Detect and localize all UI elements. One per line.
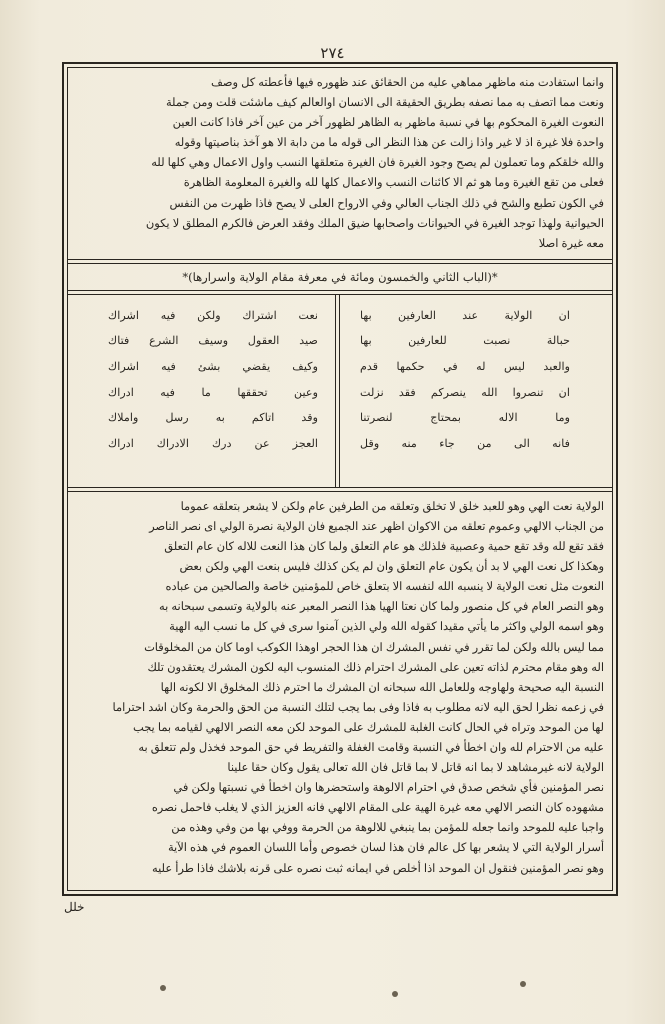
top-paragraph [68, 68, 612, 253]
poem-verse: وقد اتاكم به رسل واملاك [108, 411, 318, 425]
text-line: من الجناب الالهي وعموم تعلقه من الاكوان اظهر عند الجميع فان الولاية نصرة الولي اى نصر الناصر [149, 518, 604, 533]
section-rule [68, 487, 612, 492]
text-line: وهكذا كل نعت الهي لا بد أن يكون عام التعلق وان لم يكن كذلك فليس بنعت الهي ولكن بعض [179, 559, 604, 574]
poem-verse: حبالة نصبت للعارفين بها [360, 334, 570, 348]
poem-verse: وكيف يقضي بشئ فيه اشراك [108, 360, 318, 374]
speck-mark [520, 981, 526, 987]
text-line: نصر المؤمنين فأي شخص صدق في احترام الالوهة واستحضرها وان اخطأ في نسبتها ولكن في [173, 780, 604, 795]
poem-verse: العجز عن درك الادراك ادراك [108, 436, 318, 450]
text-line: وهو نصر المؤمنين فنقول ان الموحد اذا أخلص في ايمانه ثبت نصره على قرنه بلاشك فاذا طرأ عليه [152, 860, 604, 875]
speck-mark [160, 985, 166, 991]
text-line: لها من الموحد وتراه في الحال كانت الغلبة للمشرك على الموحد لكن معه النصر الالهي لقيامه بما يجب [133, 719, 604, 734]
text-line: النعوت مثل نعت الولاية لا ينسبه الله لنفسه الا بتعلق خاص للمؤمنين خاصة والصالحين من عباده [165, 579, 604, 594]
poem-verse: وعين تحققها ما فيه ادراك [108, 385, 318, 399]
poem-verse: نعت اشتراك ولكن فيه اشراك [108, 308, 318, 322]
text-line: النسبة اليه صحيحة ولهاوجه وللعامل الله سبحانه ان المشرك ما احترم ذلك المخلوق الا لكونه الها [160, 679, 604, 694]
text-line: الولاية نعت الهي وهو للعبد خلق لا تخلق وتعلقه من الطرفين عام ولكن لا يشعر بتعلقه عموما [180, 498, 604, 513]
text-line: ونعت مما اتصف به مما نصفه بطريق الحقيقة الى الانسان اوالعالم كيف ماشئت قلت ومن جملة [165, 95, 604, 110]
page-number: ٢٧٤ [320, 44, 345, 62]
text-line: عليه من الاحترام لله وان اخطأ في النسبة وقامت الغفلة والتفريط في حق الموحد فخذل ولم تتعلق به [138, 739, 604, 754]
paper-specks [0, 985, 665, 1005]
text-line: وانما استفادت منه ماظهر مماهي عليه من الحقائق عند ظهوره فيها فأعطته كل وصف [211, 75, 604, 89]
text-line: والله خلقكم وما تعملون لم يصح وجود الغيرة فان الغيرة متعلقها النسب واول الاعمال وهي كلها لله [151, 155, 604, 170]
poem-verse: والعبد ليس له في حكمها قدم [360, 360, 570, 374]
text-line: وهو اسمه الولي واكثر ما يأتي مقيدا كقوله الله ولي الذين آمنوا سرى في كل ما نسب اليه الهية [169, 619, 604, 634]
poem-verse: فانه الى من جاء منه وقل [360, 436, 570, 450]
speck-mark [392, 991, 398, 997]
text-line: معه غيرة اصلا [538, 235, 604, 250]
text-line: أسرار الولاية التي لا يشعر بها كل عالم فان هذا لسان خصوص وأما اللسان العموم في هذه الآية [167, 840, 604, 855]
poem-verse: ان الولاية عند العارفين بها [360, 308, 570, 322]
poem-divider [335, 295, 340, 487]
text-line: اله وهو مقام محترم لذاته تعين على المشرك احترام ذلك المنسوب اليه لكون المشرك يعتقدون تلك [147, 659, 604, 674]
catchword: خلل [64, 900, 85, 914]
text-line: الحيوانية ولهذا توجد الغيرة في الحيوانات واصحابها ضيق الملك وفقد العرض فالكرم المطلق لا يكون [145, 215, 604, 230]
text-line: النعوت الغيرة المحكوم بها في نسبة ماظهر به الظاهر لظهور آخر من عين آخر فاذا كانت العين [172, 115, 604, 130]
text-line: مما ليس بالله ولكن لما تقرر في نفس المشرك ان هذا الحجر اوهذا الكوكب اوما كان من المخلوقات [144, 639, 604, 654]
text-line: في الكون تطبع والشح في ذلك الجناب العالي وفي الارواح العلى لا يصح فاذا ظهرت من النفس [169, 195, 604, 210]
text-line: فقد تقع لله وقد تقع حمية وعصبية فلذلك هو عام التعلق ولما كان هذا النعت للاله كان عام التعلق [164, 539, 604, 554]
text-line: وهو النصر العام في كل منصور ولما كان نعتا الهيا هذا النصر المعبر عنه بالولاية وتسمى سبحانه به [159, 599, 604, 614]
text-line: واحدة فلا غيرة اذ لا غير واذا زالت عن هذا النظر الى قوله ما من دابة الا هو آخذ بناصيتها وقوله [174, 135, 604, 150]
poem-verse: وما الاله بمحتاج لنصرتنا [360, 411, 570, 425]
text-line: في زعمه نظرا لحق اليه لانه مطلوب به فاذا وفى بما يجب لتلك النسبة من الحق والحرمة وكان اشد احتراما [112, 699, 604, 714]
poem-right-column [360, 303, 570, 457]
poem-left-column [108, 303, 318, 457]
poem-verse: صيد العقول وسيف الشرع فتاك [108, 334, 318, 348]
poem-verse: ان تنصروا الله ينصركم فقد نزلت [360, 385, 570, 399]
text-frame-inner [67, 67, 613, 891]
text-line: مشهوده كان النصر الالهي معه غيرة الهية على المقام الالهي فانه العزيز الذي لا يغلب فاحمل نصره [151, 800, 604, 815]
poem [68, 295, 612, 487]
text-line: واجبا عليه للموحد وانما جعله للمؤمن بما ينبغي للالوهة من الحرمة ووفي بها من وفي وهذه من [171, 820, 604, 835]
text-line: فعلى من تقع الغيرة وما هو ثم الا كائنات النسب والاعمال كلها لله والغيرة المعلومة الظاهرة [183, 175, 604, 190]
text-line: الولاية لانه غيرمشاهد لا بما انه قاتل لا بما قاتل فان الله تعالى يقول وكان حقا علينا [227, 760, 604, 775]
main-paragraph [68, 492, 612, 878]
section-rule [68, 259, 612, 264]
chapter-title: *(الباب الثاني والخمسون ومائة في معرفة مقام الولاية واسرارها)* [182, 269, 498, 284]
text-frame [62, 62, 618, 896]
